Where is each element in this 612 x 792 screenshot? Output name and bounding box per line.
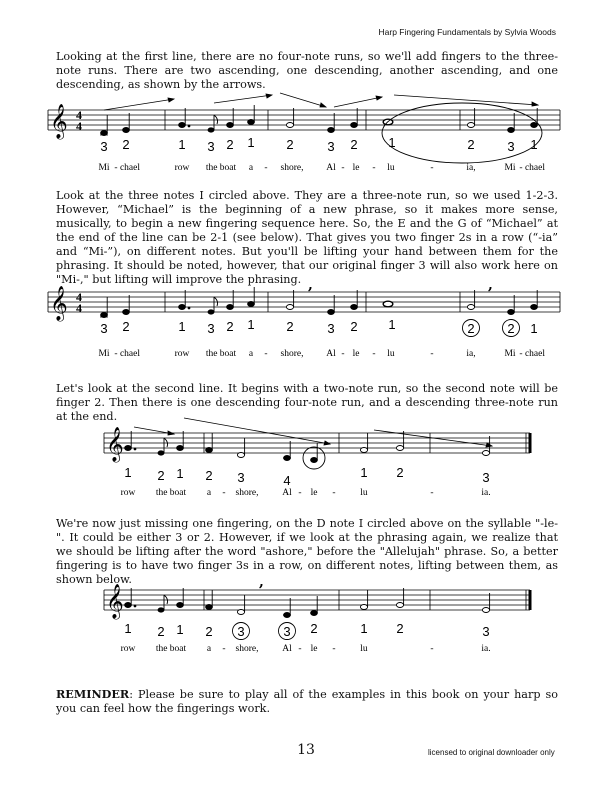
lyrics: [98, 163, 545, 173]
paragraph-4: We're now just missing one fingering, on the D note I circled above on the syllable "-le-". It could be either 3 or 2. However, if we look at the phrasing again, we realize that we should be lifting after the word "ashore," before the "Allelujah" phrase. So, a better fingering is to have two finger 3s in a row, on different notes, lifting between them, as shown below.: [56, 517, 558, 586]
fingerings-mark: 1: [176, 466, 184, 481]
fingerings-mark: 2: [122, 319, 130, 334]
notes-notehead: [158, 451, 164, 455]
notes-notehead: [467, 305, 474, 310]
lyrics-mark: row: [120, 488, 136, 498]
fingerings-mark: 2: [507, 321, 515, 336]
fingerings-mark: 3: [237, 470, 245, 485]
music-example-2-mark: 4: [76, 290, 82, 304]
fingerings-mark: 3: [207, 321, 215, 336]
fingering-arrows-line: [104, 99, 174, 110]
lyrics-mark: Al: [326, 163, 336, 173]
notes-notehead: [208, 128, 214, 132]
breath-mark: ,: [308, 277, 313, 293]
lyrics: [121, 488, 491, 498]
notes-notehead: [360, 448, 367, 453]
lyrics-mark: le: [310, 488, 318, 498]
lyrics-mark: -: [114, 163, 118, 173]
fingerings-mark: 1: [360, 621, 368, 636]
time-sig: 4: [76, 108, 82, 122]
notes-circle: [188, 125, 190, 127]
lyrics-mark: -: [372, 163, 376, 173]
notes-notehead: [508, 128, 515, 133]
fingerings-mark: 2: [396, 621, 404, 636]
fingerings-mark: 1: [388, 317, 396, 332]
notes-notehead: [286, 123, 293, 128]
fingerings-mark: 3: [327, 321, 335, 336]
fingerings-mark: 2: [310, 621, 318, 636]
lyrics-mark: -: [332, 488, 336, 498]
lyrics-mark: Mi: [504, 349, 516, 359]
music-example-3-mark: 𝄞: [106, 427, 124, 462]
notes-notehead: [179, 305, 186, 310]
fingerings-mark: 3: [100, 139, 108, 154]
notes-notehead: [227, 123, 234, 128]
lyrics-mark: the boat: [205, 163, 237, 173]
license-note: licensed to original downloader only: [428, 748, 555, 757]
fingerings-mark: 2: [396, 465, 404, 480]
notes-notehead: [158, 608, 164, 612]
lyrics-mark: Al: [326, 349, 336, 359]
fingerings-mark: 1: [124, 465, 132, 480]
fingerings-mark: 2: [467, 137, 475, 152]
lyrics-mark: a: [248, 349, 254, 359]
fingerings-mark: 2: [205, 468, 213, 483]
notes-path: [164, 595, 168, 604]
lyrics-mark: the boat: [205, 349, 237, 359]
notes-notehead: [125, 603, 132, 608]
fingerings-mark: 1: [247, 317, 255, 332]
fingerings-mark: 3: [327, 139, 335, 154]
lyrics-mark: a: [248, 163, 254, 173]
lyrics-mark: ia,: [466, 349, 476, 359]
lyrics-mark: row: [174, 163, 190, 173]
reminder: [56, 687, 558, 716]
lyrics-mark: -: [114, 349, 118, 359]
lyrics-mark: lu: [387, 349, 395, 359]
lyrics-mark: Al: [282, 644, 292, 654]
fingerings-mark: 1: [360, 465, 368, 480]
music-example-2-mark: 4: [76, 301, 82, 315]
notes: [125, 431, 490, 463]
notes-notehead: [482, 451, 489, 456]
notes-notehead: [177, 603, 184, 608]
lyrics-mark: row: [120, 644, 136, 654]
lyrics-mark: -: [332, 644, 336, 654]
lyrics: [98, 349, 545, 359]
fingerings-mark: 3: [100, 321, 108, 336]
lyrics-mark: shore,: [280, 349, 304, 359]
lyrics-mark: le: [352, 163, 360, 173]
music-example-2: [44, 277, 564, 363]
notes-notehead: [508, 310, 515, 315]
running-header: Harp Fingering Fundamentals by Sylvia Woods: [378, 27, 556, 37]
fingering-arrows-polygon: [376, 96, 382, 100]
lyrics-mark: chael: [524, 163, 546, 173]
fingerings: [124, 621, 489, 639]
lyrics-mark: -: [519, 163, 523, 173]
notes-notehead: [360, 605, 367, 610]
notes-notehead: [286, 305, 293, 310]
fingering-arrows-line: [184, 418, 330, 444]
fingerings-mark: 3: [207, 139, 215, 154]
fingering-arrows-polygon: [486, 443, 492, 447]
notes-notehead: [383, 119, 393, 125]
fingering-arrows: [104, 93, 538, 110]
paragraph-1: Looking at the first line, there are no four-note runs, so we'll add fingers to the three-note runs. There are two ascending, one descending, another ascending, and one descending, as shown by the arrows.: [56, 50, 558, 91]
fingerings-mark: 4: [283, 473, 291, 488]
breath-mark: ,: [259, 574, 264, 590]
fingerings-mark: 1: [176, 622, 184, 637]
fingering-arrows-polygon: [532, 102, 538, 106]
notes-notehead: [237, 610, 244, 615]
lyrics-mark: -: [372, 349, 376, 359]
lyrics-mark: -: [264, 349, 268, 359]
fingering-arrows-line: [280, 93, 326, 107]
notes-notehead: [328, 310, 335, 315]
notes-notehead: [396, 603, 403, 608]
paragraph-3: Let's look at the second line. It begins with a two-note run, so the second note will be finger 2. Then there is one descending four-note run, and a descending three-note run at the end.: [56, 382, 558, 423]
lyrics-mark: -: [430, 349, 434, 359]
fingerings-mark: 3: [237, 624, 245, 639]
notes-notehead: [351, 123, 358, 128]
lyrics-mark: shore,: [280, 163, 304, 173]
fingerings-mark: 2: [157, 468, 165, 483]
breath-mark: ,: [488, 277, 493, 293]
notes-path: [214, 297, 218, 306]
fingerings-mark: 2: [226, 319, 234, 334]
fingerings-mark: 2: [286, 137, 294, 152]
paragraph-2: Look at the three notes I circled above. They are a three-note run, so we used 1-2-3. However, “Michael” is the beginning of a new phrase, so it makes more sense, musically, to begin a new fingering sequence here. So, the E and the G of “Michael” at the end of the line can be 2-1 (see below). That gives you two finger 2s in a row (“-ia” and “Mi-”), on different notes. But you'll be lifting your hand between them for the phrasing. It should be noted, however, that our original finger 3 will also work here on "Mi-," but lifting will improve the phrasing.: [56, 189, 558, 286]
lyrics-mark: ia.: [481, 644, 491, 654]
treble-clef: 𝄞: [50, 286, 68, 321]
fingerings-mark: 1: [178, 137, 186, 152]
fingerings: [124, 465, 489, 488]
notes-notehead: [125, 446, 132, 451]
fingering-arrows-polygon: [324, 441, 330, 445]
notes-notehead: [208, 310, 214, 314]
lyrics-mark: -: [222, 644, 226, 654]
fingerings-mark: 1: [530, 321, 538, 336]
lyrics-mark: -: [430, 163, 434, 173]
fingerings-mark: 2: [286, 319, 294, 334]
music-example-1: [44, 93, 564, 173]
page-number: 13: [297, 742, 315, 758]
fingerings-mark: 3: [482, 470, 490, 485]
fingerings-mark: 1: [124, 621, 132, 636]
notes-circle: [188, 307, 190, 309]
fingering-arrows-line: [394, 95, 538, 105]
fingering-arrows-line: [214, 95, 272, 103]
fingerings-mark: 2: [350, 319, 358, 334]
notes: [125, 588, 490, 618]
lyrics-mark: ia.: [481, 488, 491, 498]
lyrics-mark: Mi: [504, 163, 516, 173]
notes-notehead: [396, 446, 403, 451]
fingerings-mark: 3: [283, 624, 291, 639]
music-example-3: [44, 414, 564, 498]
lyrics-mark: -: [430, 644, 434, 654]
lyrics-mark: the boat: [155, 488, 187, 498]
notes-notehead: [531, 305, 538, 310]
lyrics-mark: chael: [524, 349, 546, 359]
lyrics-mark: Mi: [98, 349, 110, 359]
fingerings: [100, 135, 537, 154]
notes-notehead: [351, 305, 358, 310]
notes-notehead: [206, 605, 213, 610]
notes-notehead: [179, 123, 186, 128]
lyrics-mark: le: [352, 349, 360, 359]
fingering-arrows-polygon: [320, 103, 326, 107]
notes-circle: [134, 605, 136, 607]
notes-notehead: [206, 448, 213, 453]
music-example-4-mark: 𝄞: [106, 584, 124, 619]
staff-lines: [48, 110, 560, 130]
lyrics-mark: chael: [119, 349, 141, 359]
fingerings-mark: 2: [205, 624, 213, 639]
notes-notehead: [482, 608, 489, 613]
notes-notehead: [123, 310, 130, 315]
lyrics-mark: row: [174, 349, 190, 359]
lyrics-mark: a: [206, 488, 212, 498]
fingering-arrows-polygon: [168, 98, 174, 102]
fingerings-mark: 2: [350, 137, 358, 152]
lyrics-mark: -: [430, 488, 434, 498]
music-example-4: [44, 574, 564, 660]
lyrics-mark: -: [298, 488, 302, 498]
notes-notehead: [383, 301, 393, 307]
lyrics-mark: chael: [119, 163, 141, 173]
notes-notehead: [123, 128, 130, 133]
lyrics-mark: ia,: [466, 163, 476, 173]
notes-notehead: [227, 305, 234, 310]
lyrics-mark: -: [519, 349, 523, 359]
notes-path: [164, 438, 168, 447]
fingering-arrows-line: [334, 97, 382, 107]
phrase-circle: [382, 103, 542, 163]
notes-notehead: [328, 128, 335, 133]
reminder-text: : Please be sure to play all of the examples in this book on your harp so you can feel how the fingerings work.: [56, 688, 558, 715]
notes-path: [214, 115, 218, 124]
lyrics-mark: lu: [360, 644, 368, 654]
lyrics-mark: -: [222, 488, 226, 498]
lyrics-mark: shore,: [235, 488, 259, 498]
music-example-2-g: [48, 292, 560, 312]
fingerings-mark: 1: [178, 319, 186, 334]
fingerings-mark: 2: [122, 137, 130, 152]
notes-notehead: [311, 611, 318, 616]
lyrics-mark: -: [341, 163, 345, 173]
lyrics-mark: -: [264, 163, 268, 173]
treble-clef: 𝄞: [50, 104, 68, 139]
notes-notehead: [311, 458, 318, 463]
lyrics-mark: -: [298, 644, 302, 654]
fingerings-mark: 2: [157, 624, 165, 639]
lyrics-mark: shore,: [235, 644, 259, 654]
lyrics-mark: lu: [360, 488, 368, 498]
notes-notehead: [248, 302, 255, 307]
fingerings-mark: 2: [467, 321, 475, 336]
fingerings-mark: 3: [482, 624, 490, 639]
reminder-label: REMINDER: [56, 687, 130, 701]
lyrics: [121, 644, 491, 654]
lyrics-mark: -: [341, 349, 345, 359]
notes-notehead: [531, 123, 538, 128]
notes-notehead: [177, 446, 184, 451]
fingerings-mark: 3: [507, 139, 515, 154]
lyrics-mark: Mi: [98, 163, 110, 173]
music-example-1-mark: 4: [76, 119, 82, 133]
lyrics-mark: the boat: [155, 644, 187, 654]
lyrics-mark: le: [310, 644, 318, 654]
notes-notehead: [237, 453, 244, 458]
fingerings-mark: 1: [247, 135, 255, 150]
notes-notehead: [248, 120, 255, 125]
lyrics-mark: lu: [387, 163, 395, 173]
notes-notehead: [467, 123, 474, 128]
fingerings-mark: 1: [530, 137, 538, 152]
lyrics-mark: a: [206, 644, 212, 654]
fingering-arrows-polygon: [266, 94, 272, 98]
notes-circle: [134, 448, 136, 450]
fingerings-mark: 2: [226, 137, 234, 152]
fingerings-mark: 1: [388, 135, 396, 150]
lyrics-mark: Al: [282, 488, 292, 498]
